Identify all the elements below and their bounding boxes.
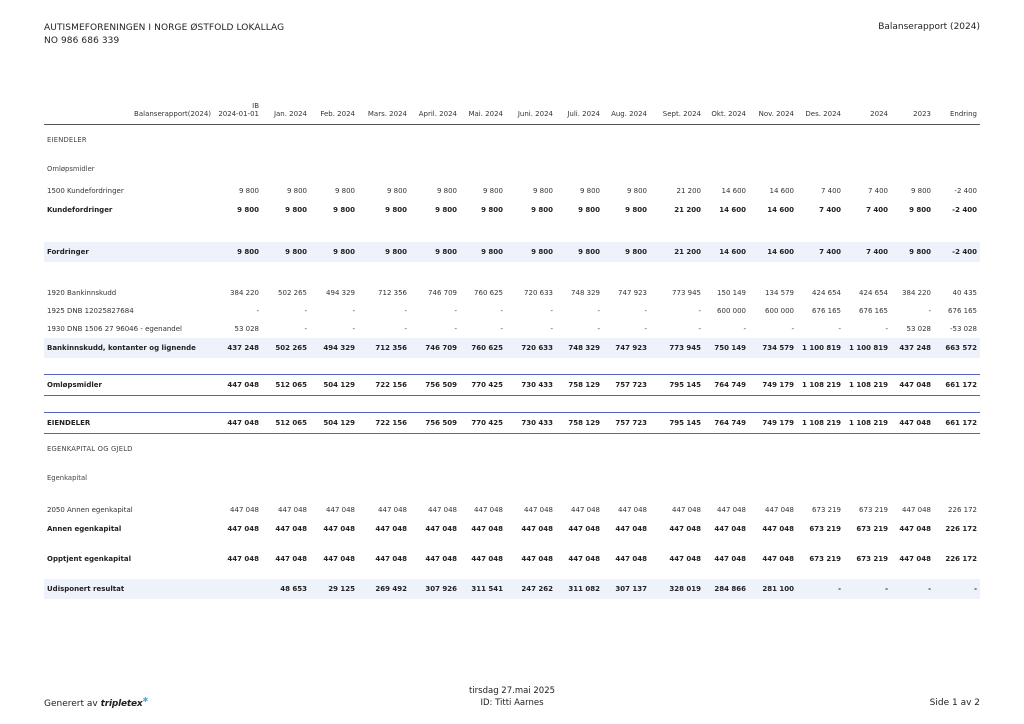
generated-prefix: Generert av xyxy=(44,699,98,709)
value-cell: 7 400 xyxy=(819,206,841,214)
value-cell: 9 800 xyxy=(579,187,600,195)
table-title: Balanserapport(2024) xyxy=(134,110,211,118)
section-heading-row xyxy=(44,434,980,465)
value-cell: 1 108 219 xyxy=(797,375,844,396)
spacer-row xyxy=(44,569,980,579)
sum-row xyxy=(44,549,980,569)
value-cell: 9 800 xyxy=(385,206,407,214)
account-name: DNB 12025827684 xyxy=(67,307,134,315)
column-header: Okt. 2024 xyxy=(711,110,746,118)
value-cell: 447 048 xyxy=(899,555,931,563)
account-code: 2050 xyxy=(47,506,65,514)
value-cell: 21 200 xyxy=(676,187,701,195)
table-body xyxy=(44,125,980,600)
value-cell: 29 125 xyxy=(310,579,358,599)
row-label xyxy=(44,501,214,519)
value-cell: 447 048 xyxy=(275,555,307,563)
value-cell: 447 048 xyxy=(326,506,355,514)
value-cell: 7 400 xyxy=(820,187,841,195)
value-cell: 9 800 xyxy=(482,187,503,195)
tripletex-logo: tripletex xyxy=(100,699,143,709)
value-cell: 722 156 xyxy=(358,413,410,434)
value-cell: 720 633 xyxy=(506,338,556,358)
value-cell: 9 800 xyxy=(285,206,307,214)
value-cell: 447 048 xyxy=(902,506,931,514)
spacer-row xyxy=(44,539,980,549)
value-cell: - xyxy=(256,307,259,315)
value-cell: 9 800 xyxy=(556,242,603,262)
row-label: Udisponert resultat xyxy=(44,579,214,599)
value-cell: 9 800 xyxy=(334,187,355,195)
value-cell: 447 048 xyxy=(717,506,746,514)
value-cell: 734 579 xyxy=(749,338,797,358)
value-cell: 512 065 xyxy=(262,413,310,434)
value-cell: 758 129 xyxy=(556,413,603,434)
sum-row xyxy=(44,242,980,262)
value-cell: 447 048 xyxy=(214,375,262,396)
account-code: 1930 xyxy=(47,325,65,333)
value-cell: 673 219 xyxy=(809,555,841,563)
account-code: 1500 xyxy=(47,187,65,195)
value-cell: 447 048 xyxy=(762,555,794,563)
value-cell: - xyxy=(597,325,600,333)
account-name: Kundefordringer xyxy=(67,187,124,195)
value-cell: 311 541 xyxy=(460,579,506,599)
value-cell: 447 048 xyxy=(425,555,457,563)
value-cell: 9 800 xyxy=(532,187,553,195)
column-header: Sept. 2024 xyxy=(662,110,701,118)
value-cell: - xyxy=(404,325,407,333)
value-cell: 9 800 xyxy=(286,187,307,195)
value-cell: 9 800 xyxy=(410,242,460,262)
value-cell: 748 329 xyxy=(556,338,603,358)
value-cell: 447 048 xyxy=(230,506,259,514)
spacer-cell xyxy=(44,539,980,549)
value-cell: - xyxy=(891,579,934,599)
value-cell: 770 425 xyxy=(460,413,506,434)
row-label xyxy=(44,182,214,200)
section-heading: EGENKAPITAL OG GJELD xyxy=(47,445,133,453)
value-cell: 1 108 219 xyxy=(797,413,844,434)
value-cell: 9 800 xyxy=(435,206,457,214)
value-cell: 9 800 xyxy=(909,206,931,214)
value-cell: 9 800 xyxy=(603,242,650,262)
row-label: Fordringer xyxy=(44,242,214,262)
value-cell: 14 600 xyxy=(767,206,794,214)
sum-row xyxy=(44,519,980,539)
value-cell: 447 048 xyxy=(618,506,647,514)
value-cell xyxy=(214,579,262,599)
value-cell: 747 923 xyxy=(603,338,650,358)
print-date: tirsdag 27.mai 2025 xyxy=(468,686,556,696)
account-row xyxy=(44,501,980,519)
account-row xyxy=(44,320,980,338)
account-name: Bankinnskudd xyxy=(67,289,117,297)
value-cell: 764 749 xyxy=(704,413,749,434)
subsection-heading-row xyxy=(44,464,980,491)
value-cell: - xyxy=(934,579,980,599)
value-cell: 447 048 xyxy=(278,506,307,514)
value-cell: - xyxy=(454,325,457,333)
value-cell: 447 048 xyxy=(762,525,794,533)
value-cell: 722 156 xyxy=(358,375,410,396)
column-header: Juli. 2024 xyxy=(567,110,600,118)
row-label: Annen egenkapital xyxy=(47,525,122,533)
column-header: 2024 xyxy=(870,110,888,118)
value-cell: - xyxy=(743,325,746,333)
value-cell: 447 048 xyxy=(378,506,407,514)
value-cell: 512 065 xyxy=(262,375,310,396)
value-cell: 9 800 xyxy=(578,206,600,214)
value-cell: 447 048 xyxy=(891,413,934,434)
section-heading-row xyxy=(44,125,980,156)
subsection-heading: Egenkapital xyxy=(47,473,88,482)
value-cell: 757 723 xyxy=(603,413,650,434)
value-cell: -53 028 xyxy=(949,325,977,333)
value-cell: 384 220 xyxy=(902,289,931,297)
value-cell: 424 654 xyxy=(812,289,841,297)
value-cell: 746 709 xyxy=(428,289,457,297)
value-cell: 494 329 xyxy=(310,338,358,358)
spacer-cell xyxy=(44,569,980,579)
value-cell: 447 048 xyxy=(714,555,746,563)
sum-row xyxy=(44,338,980,358)
value-cell: 447 048 xyxy=(425,525,457,533)
value-cell: 7 400 xyxy=(867,187,888,195)
value-cell: 504 129 xyxy=(310,413,358,434)
account-row xyxy=(44,182,980,200)
value-cell: 7 400 xyxy=(797,242,844,262)
value-cell: 712 356 xyxy=(378,289,407,297)
value-cell: - xyxy=(597,307,600,315)
column-header: Feb. 2024 xyxy=(320,110,355,118)
spacer-row xyxy=(44,491,980,501)
value-cell: - xyxy=(304,307,307,315)
value-cell: 307 926 xyxy=(410,579,460,599)
value-cell: 384 220 xyxy=(230,289,259,297)
value-cell: 328 019 xyxy=(650,579,704,599)
value-cell: 447 048 xyxy=(669,525,701,533)
value-cell: 758 129 xyxy=(556,375,603,396)
spacer-row xyxy=(44,396,980,413)
value-cell: 504 129 xyxy=(310,375,358,396)
account-name: DNB 1506 27 96046 - egenandel xyxy=(67,325,182,333)
subsection-heading-row xyxy=(44,155,980,182)
subsection-heading: Omløpsmidler xyxy=(47,164,95,173)
value-cell: 1 100 819 xyxy=(797,338,844,358)
value-cell: 447 048 xyxy=(375,555,407,563)
ib-date: 2024-01-01 xyxy=(218,110,259,118)
value-cell: 7 400 xyxy=(866,206,888,214)
table-header-row xyxy=(44,92,980,125)
value-cell: 747 923 xyxy=(618,289,647,297)
value-cell: - xyxy=(352,307,355,315)
value-cell: 226 172 xyxy=(948,506,977,514)
value-cell: 447 048 xyxy=(471,555,503,563)
value-cell: 437 248 xyxy=(891,338,934,358)
value-cell: 764 749 xyxy=(704,375,749,396)
value-cell: 760 625 xyxy=(474,289,503,297)
value-cell: - xyxy=(644,325,647,333)
value-cell: - xyxy=(304,325,307,333)
value-cell: - xyxy=(791,325,794,333)
row-label: Omløpsmidler xyxy=(44,375,214,396)
value-cell: 226 172 xyxy=(945,555,977,563)
value-cell: 447 048 xyxy=(474,506,503,514)
value-cell: 281 100 xyxy=(749,579,797,599)
value-cell: -2 400 xyxy=(952,206,977,214)
account-code: 1925 xyxy=(47,307,65,315)
value-cell: 661 172 xyxy=(934,375,980,396)
sum-row xyxy=(44,579,980,599)
value-cell: - xyxy=(500,307,503,315)
value-cell: - xyxy=(698,307,701,315)
value-cell: - xyxy=(797,579,844,599)
column-header: Des. 2024 xyxy=(805,110,841,118)
value-cell: 673 219 xyxy=(856,555,888,563)
value-cell: - xyxy=(454,307,457,315)
row-label xyxy=(44,302,214,320)
value-cell: 134 579 xyxy=(765,289,794,297)
value-cell: 307 137 xyxy=(603,579,650,599)
report-title: Balanserapport (2024) xyxy=(878,22,980,32)
value-cell: 311 082 xyxy=(556,579,603,599)
account-row xyxy=(44,302,980,320)
account-name: Annen egenkapital xyxy=(67,506,133,514)
value-cell: 21 200 xyxy=(674,206,701,214)
value-cell: 40 435 xyxy=(952,289,977,297)
value-cell: 746 709 xyxy=(410,338,460,358)
organization-header xyxy=(44,22,284,48)
value-cell: 447 048 xyxy=(899,525,931,533)
row-label: Opptjent egenkapital xyxy=(47,555,131,563)
account-code: 1920 xyxy=(47,289,65,297)
value-cell: 447 048 xyxy=(227,555,259,563)
value-cell: - xyxy=(352,325,355,333)
column-header: Nov. 2024 xyxy=(758,110,794,118)
value-cell: 9 800 xyxy=(238,187,259,195)
value-cell: 447 048 xyxy=(471,525,503,533)
value-cell: 9 800 xyxy=(262,242,310,262)
value-cell: 9 800 xyxy=(481,206,503,214)
value-cell: 756 509 xyxy=(410,413,460,434)
value-cell: 7 400 xyxy=(844,242,891,262)
value-cell: 750 149 xyxy=(704,338,749,358)
value-cell: 447 048 xyxy=(568,555,600,563)
row-label xyxy=(44,320,214,338)
value-cell: 437 248 xyxy=(214,338,262,358)
value-cell: 14 600 xyxy=(749,242,797,262)
user-id: ID: Titti Aarnes xyxy=(480,698,544,708)
spacer-cell xyxy=(44,358,980,375)
ib-label: IB xyxy=(252,102,259,110)
value-cell: 663 572 xyxy=(934,338,980,358)
account-row xyxy=(44,284,980,302)
value-cell: - xyxy=(844,579,891,599)
value-cell: 676 165 xyxy=(948,307,977,315)
value-cell: 226 172 xyxy=(945,525,977,533)
column-header: Mars. 2024 xyxy=(367,110,407,118)
value-cell: 269 492 xyxy=(358,579,410,599)
value-cell: 760 625 xyxy=(460,338,506,358)
spacer-row xyxy=(44,220,980,242)
value-cell: 424 654 xyxy=(859,289,888,297)
value-cell: 676 165 xyxy=(812,307,841,315)
spacer-row xyxy=(44,262,980,284)
value-cell: 447 048 xyxy=(765,506,794,514)
value-cell: 9 800 xyxy=(460,242,506,262)
value-cell: 9 800 xyxy=(891,242,934,262)
column-header: Aug. 2024 xyxy=(611,110,647,118)
column-header: 2023 xyxy=(913,110,931,118)
value-cell: 773 945 xyxy=(650,338,704,358)
value-cell: 673 219 xyxy=(859,506,888,514)
column-header: Juni. 2024 xyxy=(517,110,553,118)
value-cell: 1 108 219 xyxy=(844,413,891,434)
value-cell: 447 048 xyxy=(521,525,553,533)
organization-name: AUTISMEFORENINGEN I NORGE ØSTFOLD LOKALLAG xyxy=(44,23,285,33)
value-cell: 447 048 xyxy=(323,555,355,563)
value-cell: 749 179 xyxy=(749,375,797,396)
value-cell: - xyxy=(404,307,407,315)
value-cell: 447 048 xyxy=(323,525,355,533)
value-cell: 720 633 xyxy=(524,289,553,297)
value-cell: 1 108 219 xyxy=(844,375,891,396)
value-cell: 21 200 xyxy=(650,242,704,262)
value-cell: 749 179 xyxy=(749,413,797,434)
row-label xyxy=(44,284,214,302)
value-cell: 447 048 xyxy=(214,413,262,434)
value-cell: - xyxy=(550,307,553,315)
value-cell: 756 509 xyxy=(410,375,460,396)
value-cell: 748 329 xyxy=(571,289,600,297)
column-header: Jan. 2024 xyxy=(273,110,307,118)
value-cell: 730 433 xyxy=(506,413,556,434)
value-cell: 447 048 xyxy=(428,506,457,514)
column-header: Mai. 2024 xyxy=(468,110,503,118)
value-cell: 447 048 xyxy=(891,375,934,396)
section-heading: EIENDELER xyxy=(47,136,87,144)
sum-row xyxy=(44,413,980,434)
value-cell: - xyxy=(644,307,647,315)
value-cell: 9 800 xyxy=(910,187,931,195)
column-header: Endring xyxy=(949,110,977,118)
value-cell: 447 048 xyxy=(669,555,701,563)
value-cell: 9 800 xyxy=(436,187,457,195)
value-cell: 676 165 xyxy=(859,307,888,315)
value-cell: 9 800 xyxy=(358,242,410,262)
value-cell: - xyxy=(838,325,841,333)
value-cell: 14 600 xyxy=(721,187,746,195)
value-cell: 284 866 xyxy=(704,579,749,599)
column-header-ib xyxy=(214,92,262,125)
value-cell: 673 219 xyxy=(856,525,888,533)
value-cell: 447 048 xyxy=(714,525,746,533)
value-cell: -2 400 xyxy=(934,242,980,262)
value-cell: 9 800 xyxy=(626,187,647,195)
value-cell: 600 000 xyxy=(765,307,794,315)
row-label: Bankinnskudd, kontanter og lignende xyxy=(44,338,214,358)
row-label: Kundefordringer xyxy=(47,206,113,214)
spacer-cell xyxy=(44,220,980,242)
column-header: April. 2024 xyxy=(418,110,457,118)
value-cell: 770 425 xyxy=(460,375,506,396)
spacer-cell xyxy=(44,262,980,284)
row-label: EIENDELER xyxy=(44,413,214,434)
value-cell: - xyxy=(698,325,701,333)
spacer-row xyxy=(44,358,980,375)
value-cell: 730 433 xyxy=(506,375,556,396)
footer-center xyxy=(0,685,1024,709)
value-cell: - xyxy=(500,325,503,333)
value-cell: 673 219 xyxy=(809,525,841,533)
sum-row xyxy=(44,200,980,220)
value-cell: 502 265 xyxy=(262,338,310,358)
value-cell: 795 145 xyxy=(650,413,704,434)
value-cell: 447 048 xyxy=(615,555,647,563)
value-cell: 14 600 xyxy=(704,242,749,262)
value-cell: - xyxy=(885,325,888,333)
value-cell: 9 800 xyxy=(506,242,556,262)
value-cell: 9 800 xyxy=(333,206,355,214)
value-cell: - xyxy=(928,307,931,315)
logo-star-icon: ✱ xyxy=(142,696,149,704)
value-cell: 447 048 xyxy=(568,525,600,533)
value-cell: - xyxy=(550,325,553,333)
value-cell: 150 149 xyxy=(717,289,746,297)
value-cell: 9 800 xyxy=(214,242,262,262)
sum-row xyxy=(44,375,980,396)
value-cell: 48 653 xyxy=(262,579,310,599)
spacer-cell xyxy=(44,396,980,413)
page-number: Side 1 av 2 xyxy=(929,698,980,708)
value-cell: 247 262 xyxy=(506,579,556,599)
value-cell: 447 048 xyxy=(524,506,553,514)
value-cell: 447 048 xyxy=(672,506,701,514)
value-cell: 447 048 xyxy=(275,525,307,533)
value-cell: 447 048 xyxy=(521,555,553,563)
value-cell: 494 329 xyxy=(326,289,355,297)
value-cell: 9 800 xyxy=(386,187,407,195)
value-cell: 757 723 xyxy=(603,375,650,396)
value-cell: 9 800 xyxy=(531,206,553,214)
value-cell: 14 600 xyxy=(769,187,794,195)
value-cell: 9 800 xyxy=(625,206,647,214)
value-cell: 53 028 xyxy=(234,325,259,333)
value-cell: 9 800 xyxy=(310,242,358,262)
value-cell: 773 945 xyxy=(672,289,701,297)
organization-number: NO 986 686 339 xyxy=(44,36,120,46)
value-cell: -2 400 xyxy=(954,187,977,195)
value-cell: 661 172 xyxy=(934,413,980,434)
spacer-cell xyxy=(44,491,980,501)
value-cell: 600 000 xyxy=(717,307,746,315)
value-cell: 1 100 819 xyxy=(844,338,891,358)
value-cell: 9 800 xyxy=(237,206,259,214)
balance-report-table xyxy=(44,92,980,599)
value-cell: 447 048 xyxy=(615,525,647,533)
value-cell: 502 265 xyxy=(278,289,307,297)
value-cell: 14 600 xyxy=(719,206,746,214)
value-cell: 447 048 xyxy=(375,525,407,533)
value-cell: 53 028 xyxy=(906,325,931,333)
value-cell: 447 048 xyxy=(571,506,600,514)
value-cell: 673 219 xyxy=(812,506,841,514)
value-cell: 447 048 xyxy=(227,525,259,533)
value-cell: 712 356 xyxy=(358,338,410,358)
value-cell: 795 145 xyxy=(650,375,704,396)
